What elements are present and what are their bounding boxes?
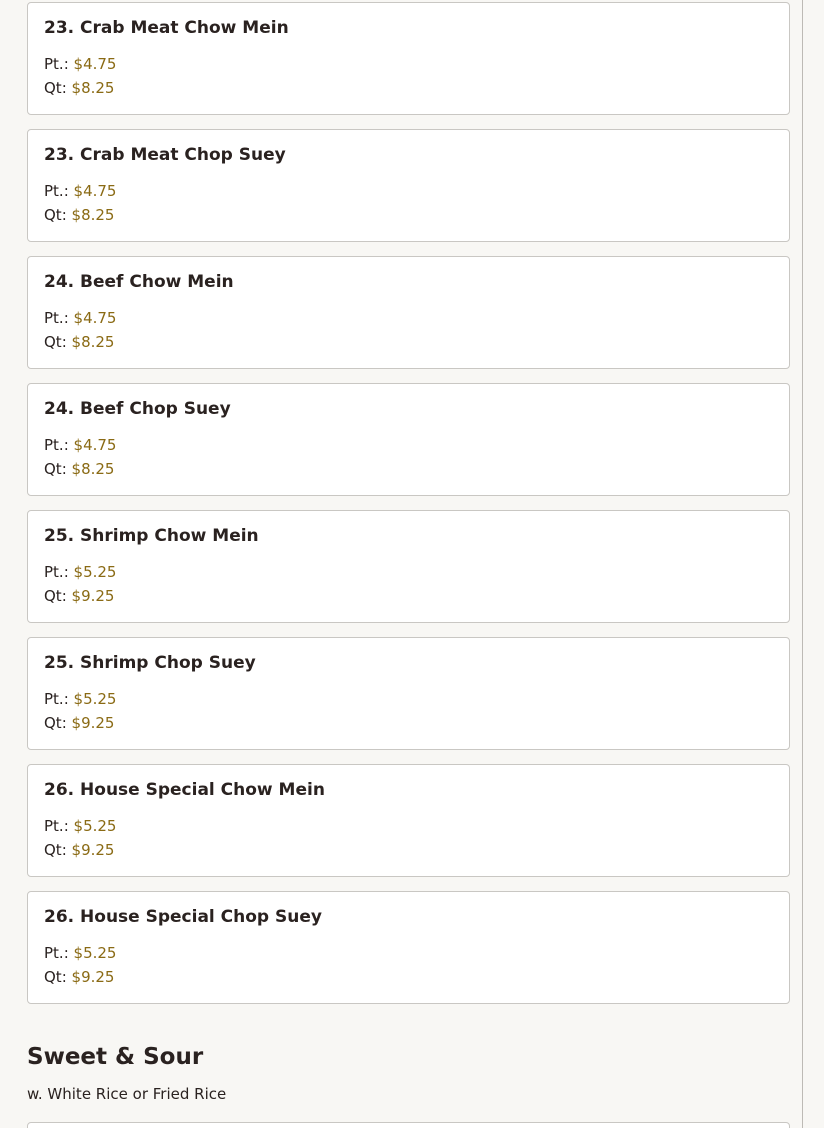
pint-label: Pt.: — [44, 817, 69, 835]
pint-price: $4.75 — [73, 182, 117, 200]
pint-price: $4.75 — [73, 309, 117, 327]
pint-price: $5.25 — [73, 563, 117, 581]
quart-price: $8.25 — [71, 460, 115, 478]
section-subtitle: w. White Rice or Fried Rice — [27, 1085, 227, 1103]
pint-price-row — [44, 944, 116, 962]
menu-item-name: 25. Shrimp Chow Mein — [44, 526, 259, 546]
quart-price: $8.25 — [71, 79, 115, 97]
page-edge-divider — [802, 0, 803, 1128]
pint-price-row — [44, 55, 116, 73]
quart-label: Qt: — [44, 333, 67, 351]
quart-price-row — [44, 587, 114, 605]
pint-price: $5.25 — [73, 690, 117, 708]
menu-item-card[interactable] — [27, 383, 790, 496]
menu-item-card[interactable] — [27, 891, 790, 1004]
quart-price: $9.25 — [71, 968, 115, 986]
quart-price: $8.25 — [71, 206, 115, 224]
pint-label: Pt.: — [44, 563, 69, 581]
quart-price-row — [44, 460, 114, 478]
menu-item-card[interactable] — [27, 2, 790, 115]
quart-label: Qt: — [44, 841, 67, 859]
quart-price-row — [44, 79, 114, 97]
quart-price-row — [44, 333, 114, 351]
quart-price: $9.25 — [71, 841, 115, 859]
menu-item-name: 26. House Special Chop Suey — [44, 907, 322, 927]
quart-price: $8.25 — [71, 333, 115, 351]
quart-label: Qt: — [44, 79, 67, 97]
pint-price: $5.25 — [73, 817, 117, 835]
pint-price-row — [44, 817, 116, 835]
quart-price-row — [44, 968, 114, 986]
pint-label: Pt.: — [44, 182, 69, 200]
quart-price-row — [44, 714, 114, 732]
pint-label: Pt.: — [44, 690, 69, 708]
menu-item-card[interactable] — [27, 256, 790, 369]
menu-item-name: 26. House Special Chow Mein — [44, 780, 325, 800]
quart-price: $9.25 — [71, 587, 115, 605]
menu-item-card-partial[interactable] — [27, 1122, 790, 1128]
pint-price-row — [44, 182, 116, 200]
pint-price: $4.75 — [73, 436, 117, 454]
quart-price-row — [44, 841, 114, 859]
menu-item-name: 24. Beef Chop Suey — [44, 399, 231, 419]
pint-price-row — [44, 309, 116, 327]
quart-label: Qt: — [44, 714, 67, 732]
menu-item-name: 23. Crab Meat Chow Mein — [44, 18, 289, 38]
pint-price-row — [44, 563, 116, 581]
menu-item-card[interactable] — [27, 510, 790, 623]
quart-price: $9.25 — [71, 714, 115, 732]
menu-item-card[interactable] — [27, 129, 790, 242]
quart-price-row — [44, 206, 114, 224]
quart-label: Qt: — [44, 460, 67, 478]
pint-price: $4.75 — [73, 55, 117, 73]
pint-price: $5.25 — [73, 944, 117, 962]
menu-item-name: 25. Shrimp Chop Suey — [44, 653, 256, 673]
quart-label: Qt: — [44, 587, 67, 605]
pint-price-row — [44, 436, 116, 454]
pint-label: Pt.: — [44, 309, 69, 327]
quart-label: Qt: — [44, 968, 67, 986]
quart-label: Qt: — [44, 206, 67, 224]
pint-label: Pt.: — [44, 55, 69, 73]
menu-item-card[interactable] — [27, 764, 790, 877]
menu-item-card[interactable] — [27, 637, 790, 750]
pint-label: Pt.: — [44, 436, 69, 454]
menu-item-name: 23. Crab Meat Chop Suey — [44, 145, 286, 165]
pint-label: Pt.: — [44, 944, 69, 962]
menu-item-name: 24. Beef Chow Mein — [44, 272, 234, 292]
pint-price-row — [44, 690, 116, 708]
section-title: Sweet & Sour — [27, 1044, 204, 1070]
